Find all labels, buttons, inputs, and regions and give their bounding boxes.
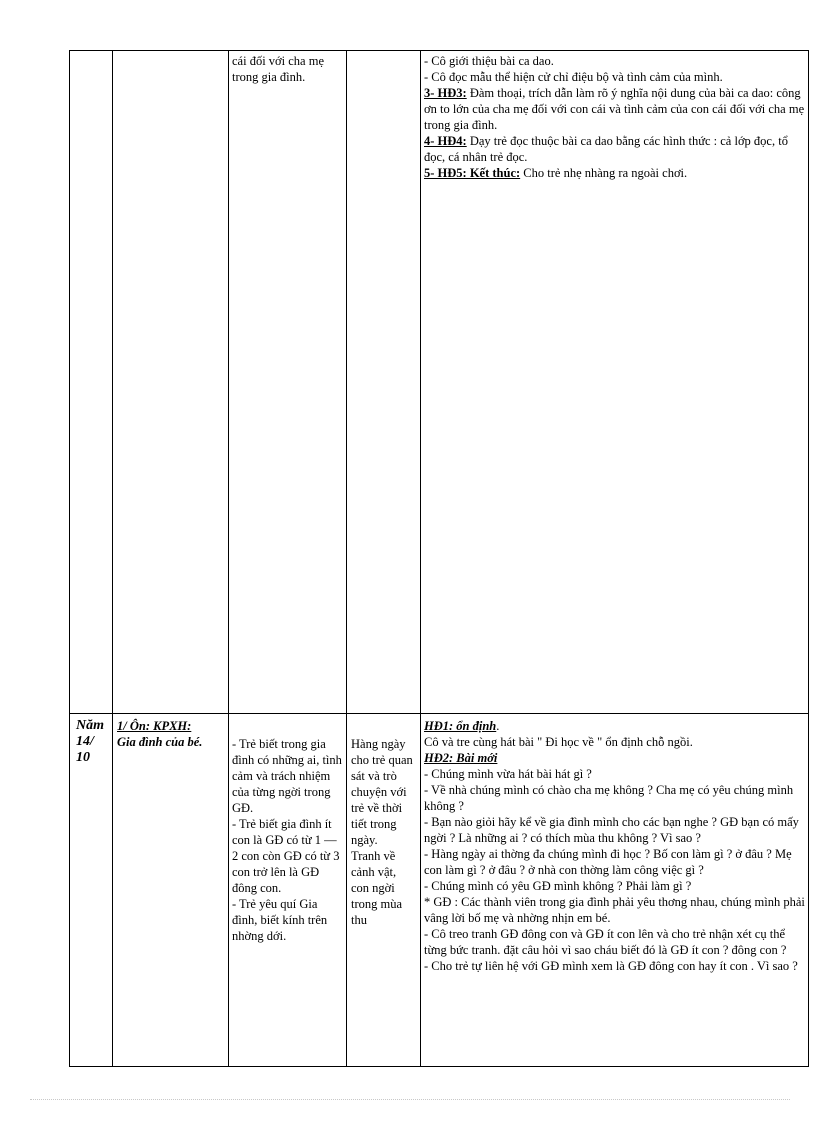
activity-line: - Về nhà chúng mình có chào cha mẹ không ? Cha mẹ có yêu chúng mình không ? — [424, 783, 794, 813]
subject-title: Gia đình của bé. — [117, 735, 203, 749]
activity-line: 3- HĐ3: Đàm thoại, trích dẫn làm rõ ý nghĩa nội dung của bài ca dao: công ơn to lớn của cha mẹ đối với con cái và tình cảm của con cái đối với cha mẹ trong gia đình. — [424, 86, 805, 132]
goal-text: cái đối với cha mẹ — [232, 54, 324, 68]
page-footer-divider — [30, 1099, 790, 1100]
goals-cell — [229, 51, 347, 714]
activity-line: Cô và tre cùng hát bài " Đi học về " ổn định chỗ ngồi. — [424, 735, 693, 749]
table-row — [70, 714, 809, 1067]
goals-cell — [229, 714, 347, 1067]
activity-line: * GĐ : Các thành viên trong gia đình phải yêu thơng nhau, chúng mình phải vâng lời bố mẹ và nhờng nhịn em bé. — [424, 895, 805, 925]
activities-cell — [421, 51, 809, 714]
prep-text: Tranh về cảnh vật, con ngời trong mùa thu — [351, 849, 403, 927]
goal-text: - Trẻ biết gia đình ít con là GĐ có từ 1 — 2 con còn GĐ có từ 3 con trở lên là GĐ đông con. — [232, 817, 340, 895]
activity-line: - Hàng ngày ai thờng đa chúng mình đi học ? Bố con làm gì ? ở đâu ? Mẹ con làm gì ? ở đâu ? ở nhà con thờng làm công việc gì ? — [424, 847, 792, 877]
subject-cell — [113, 714, 229, 1067]
day-cell — [70, 51, 113, 714]
activity-line: - Cô treo tranh GĐ đông con và GĐ ít con lên và cho trẻ nhận xét cụ thể từng bức tranh. đặt câu hỏi vì sao cháu biết đó là GĐ ít con ? đông con ? — [424, 927, 787, 957]
goal-text: trong gia đình. — [232, 70, 306, 84]
activity-line: - Chúng mình có yêu GĐ mình không ? Phải làm gì ? — [424, 879, 692, 893]
activity-line: HĐ1: ổn định. — [424, 719, 500, 733]
prep-text: Hàng ngày cho trẻ quan sát và trò chuyện với trẻ về thời tiết trong ngày. — [351, 737, 413, 847]
goal-text: - Trẻ biết trong gia đình có những ai, tình cảm và trách nhiệm của từng ngời trong GĐ. — [232, 737, 342, 815]
activity-heading: HĐ2: Bài mới — [424, 751, 498, 765]
day-cell — [70, 714, 113, 1067]
lesson-plan-table — [69, 50, 809, 1067]
activity-line: - Chúng mình vừa hát bài hát gì ? — [424, 767, 592, 781]
activity-line: - Cô đọc mẫu thể hiện cử chỉ điệu bộ và tình cảm của mình. — [424, 70, 723, 84]
subject-cell — [113, 51, 229, 714]
activity-line: - Bạn nào giỏi hãy kể về gia đình mình cho các bạn nghe ? GĐ bạn có mấy ngời ? Là những ai ? có thích mùa thu không ? Vì sao ? — [424, 815, 799, 845]
activity-line: 4- HĐ4: Dạy trẻ đọc thuộc bài ca dao bằng các hình thức : cả lớp đọc, tổ đọc, cá nhân trẻ đọc. — [424, 134, 788, 164]
prep-cell — [347, 51, 421, 714]
goal-text: - Trẻ yêu quí Gia đình, biết kính trên nhờng dới. — [232, 897, 328, 943]
activities-cell — [421, 714, 809, 1067]
day-label: Năm 14/ 10 — [76, 718, 104, 765]
prep-cell — [347, 714, 421, 1067]
subject-heading: 1/ Ôn: KPXH: — [117, 719, 192, 733]
activity-line: - Cho trẻ tự liên hệ với GĐ mình xem là GĐ đông con hay ít con . Vì sao ? — [424, 959, 798, 973]
activity-line: - Cô giới thiệu bài ca dao. — [424, 54, 554, 68]
activity-line: 5- HĐ5: Kết thúc: Cho trẻ nhẹ nhàng ra ngoài chơi. — [424, 166, 688, 180]
table-row — [70, 51, 809, 714]
